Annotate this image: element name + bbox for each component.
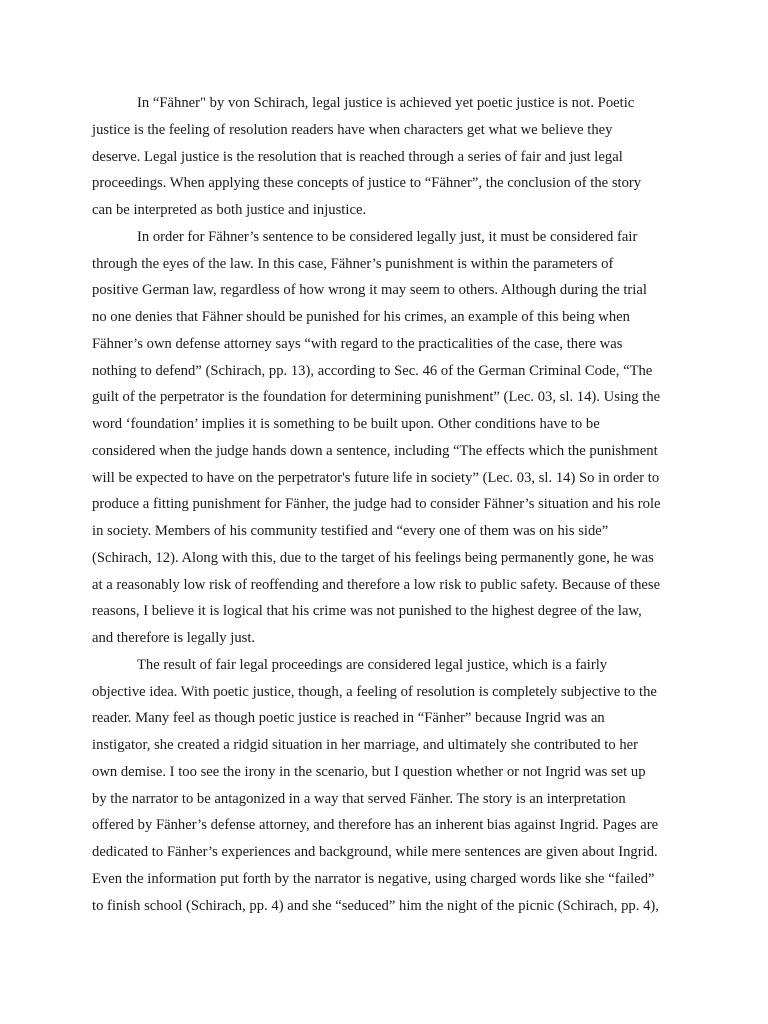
text-line: will be expected to have on the perpetrator's future life in society” (Lec. 03, sl. 14) So in order to — [92, 469, 660, 486]
text-line: at a reasonably low risk of reoffending and therefore a low risk to public safety. Because of these — [92, 576, 661, 593]
paragraph-first-line: In “Fähner" by von Schirach, legal justice is achieved yet poetic justice is not. Poetic — [137, 95, 635, 111]
text-line: in society. Members of his community testified and “every one of them was on his side” — [92, 523, 609, 539]
text-line: by the narrator to be antagonized in a way that served Fänher. The story is an interpretation — [92, 790, 626, 807]
text-line: own demise. I too see the irony in the scenario, but I question whether or not Ingrid was set up — [92, 763, 646, 780]
text-line: no one denies that Fähner should be punished for his crimes, an example of this being when — [92, 309, 630, 325]
paragraph-first-line: In order for Fähner’s sentence to be considered legally just, it must be considered fair — [137, 228, 638, 245]
paragraph-first-line: The result of fair legal proceedings are considered legal justice, which is a fairly — [137, 656, 608, 673]
text-line: justice is the feeling of resolution readers have when characters get what we believe they — [92, 121, 613, 138]
text-line: through the eyes of the law. In this case, Fähner’s punishment is within the parameters of — [92, 255, 614, 272]
text-line: instigator, she created a ridgid situation in her marriage, and ultimately she contributed to her — [92, 737, 639, 753]
text-line: to finish school (Schirach, pp. 4) and she “seduced” him the night of the picnic (Schirach, pp. 4), — [92, 897, 659, 914]
text-line: can be interpreted as both justice and injustice. — [92, 202, 367, 218]
text-line: guilt of the perpetrator is the foundation for determining punishment” (Lec. 03, sl. 14). Using the — [92, 389, 661, 406]
text-line: (Schirach, 12). Along with this, due to the target of his feelings being permanently gone, he was — [92, 549, 654, 566]
text-line: considered when the judge hands down a sentence, including “The effects which the punishment — [92, 442, 658, 459]
text-line: positive German law, regardless of how wrong it may seem to others. Although during the trial — [92, 282, 647, 299]
text-line: deserve. Legal justice is the resolution that is reached through a series of fair and just legal — [92, 148, 623, 165]
text-line: and therefore is legally just. — [92, 630, 256, 646]
text-line: Fähner’s own defense attorney says “with regard to the practicalities of the case, there was — [92, 335, 623, 352]
text-line: Even the information put forth by the narrator is negative, using charged words like she “failed” — [92, 870, 655, 887]
text-line: nothing to defend” (Schirach, pp. 13), according to Sec. 46 of the German Criminal Code, “The — [92, 362, 653, 379]
text-line: reasons, I believe it is logical that his crime was not punished to the highest degree of the law, — [92, 603, 642, 620]
essay-body — [92, 90, 676, 919]
text-line: produce a fitting punishment for Fänher, the judge had to consider Fähner’s situation and his role — [92, 496, 661, 513]
text-line: dedicated to Fänher’s experiences and background, while mere sentences are given about Ingrid. — [92, 844, 658, 860]
text-line: offered by Fänher’s defense attorney, and therefore has an inherent bias against Ingrid. Pages are — [92, 817, 659, 834]
text-line: reader. Many feel as though poetic justice is reached in “Fänher” because Ingrid was an — [92, 710, 605, 727]
text-line: objective idea. With poetic justice, though, a feeling of resolution is completely subjective to the — [92, 683, 657, 700]
text-line: word ‘foundation’ implies it is something to be built upon. Other conditions have to be — [92, 416, 600, 432]
text-line: proceedings. When applying these concepts of justice to “Fähner”, the conclusion of the story — [92, 175, 642, 192]
